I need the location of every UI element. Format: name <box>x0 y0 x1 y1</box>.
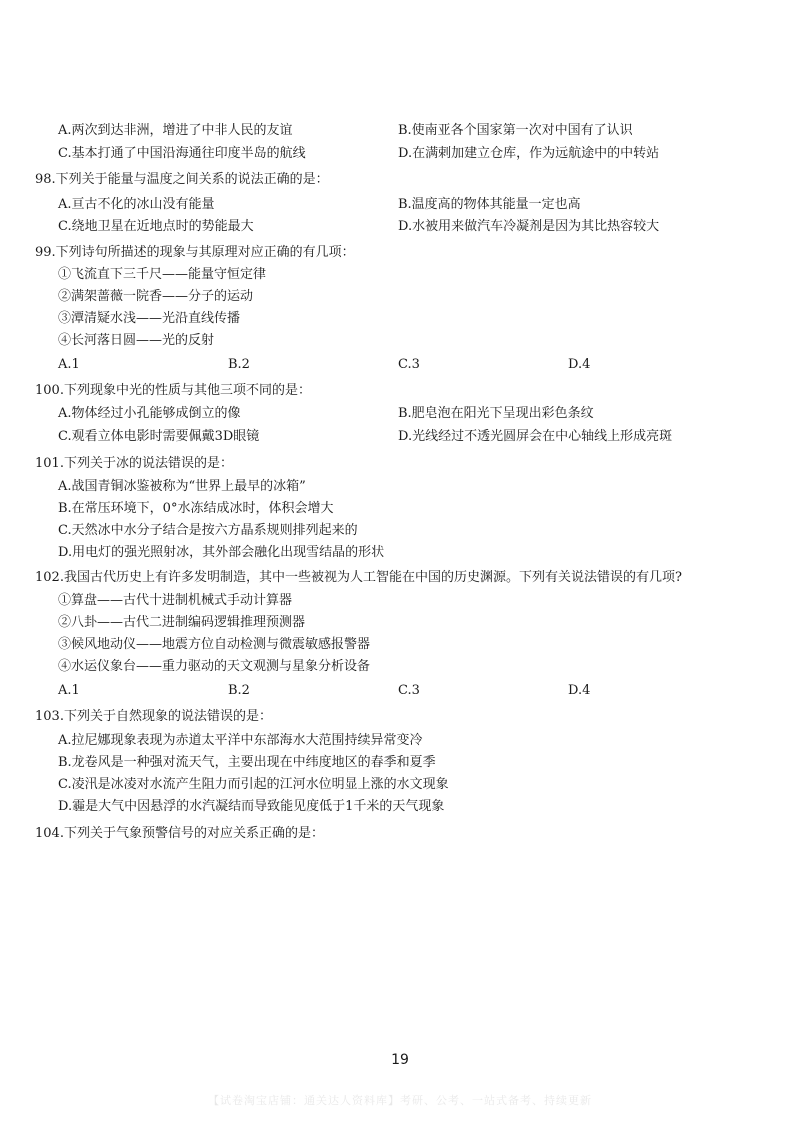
q102-option-b: B.2 <box>228 683 250 698</box>
q97-option-b: B.使南亚各个国家第一次对中国有了认识 <box>398 123 633 138</box>
q99-item-2: ②满架蔷薇一院香——分子的运动 <box>58 289 254 304</box>
q99-item-1: ①飞流直下三千尺——能量守恒定律 <box>58 267 267 282</box>
q103-option-b: B.龙卷风是一种强对流天气，主要出现在中纬度地区的春季和夏季 <box>58 755 436 770</box>
q100-option-d: D.光线经过不透光圆屏会在中心轴线上形成亮斑 <box>398 429 673 444</box>
q103-option-c: C.凌汛是冰凌对水流产生阻力而引起的江河水位明显上涨的水文现象 <box>58 777 449 792</box>
q99-option-c: C.3 <box>398 357 420 372</box>
q101-option-d: D.用电灯的强光照射冰，其外部会融化出现雪结晶的形状 <box>58 545 385 560</box>
q102-option-c: C.3 <box>398 683 420 698</box>
watermark-text: 【试卷淘宝店铺：通关达人资料库】考研、公考、一站式备考、持续更新 <box>208 1094 592 1107</box>
q100-option-a: A.物体经过小孔能够成倒立的像 <box>58 406 241 421</box>
q98-option-c: C.绕地卫星在近地点时的势能最大 <box>58 219 254 234</box>
q101-option-b: B.在常压环境下，0°水冻结成冰时，体积会增大 <box>58 501 334 516</box>
q99-item-3: ③潭清疑水浅——光沿直线传播 <box>58 311 241 326</box>
q102-item-4: ④水运仪象台——重力驱动的天文观测与星象分析设备 <box>58 659 371 674</box>
q100-stem: 100.下列现象中光的性质与其他三项不同的是： <box>35 383 311 398</box>
q103-option-d: D.霾是大气中因悬浮的水汽凝结而导致能见度低于1千米的天气现象 <box>58 799 445 814</box>
q98-option-b: B.温度高的物体其能量一定也高 <box>398 197 581 212</box>
q102-item-1: ①算盘——古代十进制机械式手动计算器 <box>58 593 293 608</box>
q99-option-b: B.2 <box>228 357 250 372</box>
q99-option-a: A.1 <box>58 357 80 372</box>
q97-option-a: A.两次到达非洲，增进了中非人民的友谊 <box>58 123 293 138</box>
q100-option-b: B.肥皂泡在阳光下呈现出彩色条纹 <box>398 406 594 421</box>
q102-item-3: ③候风地动仪——地震方位自动检测与微震敏感报警器 <box>58 637 371 652</box>
q97-option-d: D.在满剌加建立仓库，作为远航途中的中转站 <box>398 146 660 161</box>
q98-option-d: D.水被用来做汽车冷凝剂是因为其比热容较大 <box>398 219 660 234</box>
q103-stem: 103.下列关于自然现象的说法错误的是： <box>35 709 272 724</box>
q102-option-d: D.4 <box>568 683 591 698</box>
q102-stem: 102.我国古代历史上有许多发明制造，其中一些被视为人工智能在中国的历史渊源。下列有关说法错误的有几项? <box>35 570 682 585</box>
q101-option-c: C.天然冰中水分子结合是按六方晶系规则排列起来的 <box>58 523 358 538</box>
q99-option-d: D.4 <box>568 357 591 372</box>
q102-item-2: ②八卦——古代二进制编码逻辑推理预测器 <box>58 615 306 630</box>
q99-item-4: ④长河落日圆——光的反射 <box>58 333 215 348</box>
q97-option-c: C.基本打通了中国沿海通往印度半岛的航线 <box>58 146 306 161</box>
q98-option-a: A.亘古不化的冰山没有能量 <box>58 197 215 212</box>
q101-option-a: A.战国青铜冰鉴被称为“世界上最早的冰箱” <box>58 479 306 494</box>
q100-option-c: C.观看立体电影时需要佩戴3D眼镜 <box>58 429 260 444</box>
q101-stem: 101.下列关于冰的说法错误的是： <box>35 456 233 471</box>
q99-stem: 99.下列诗句所描述的现象与其原理对应正确的有几项： <box>35 245 355 260</box>
q98-stem: 98.下列关于能量与温度之间关系的说法正确的是： <box>35 172 329 187</box>
q102-option-a: A.1 <box>58 683 80 698</box>
q103-option-a: A.拉尼娜现象表现为赤道太平洋中东部海水大范围持续异常变冷 <box>58 733 423 748</box>
page-number: 19 <box>391 1052 409 1068</box>
q104-stem: 104.下列关于气象预警信号的对应关系正确的是： <box>35 826 324 841</box>
